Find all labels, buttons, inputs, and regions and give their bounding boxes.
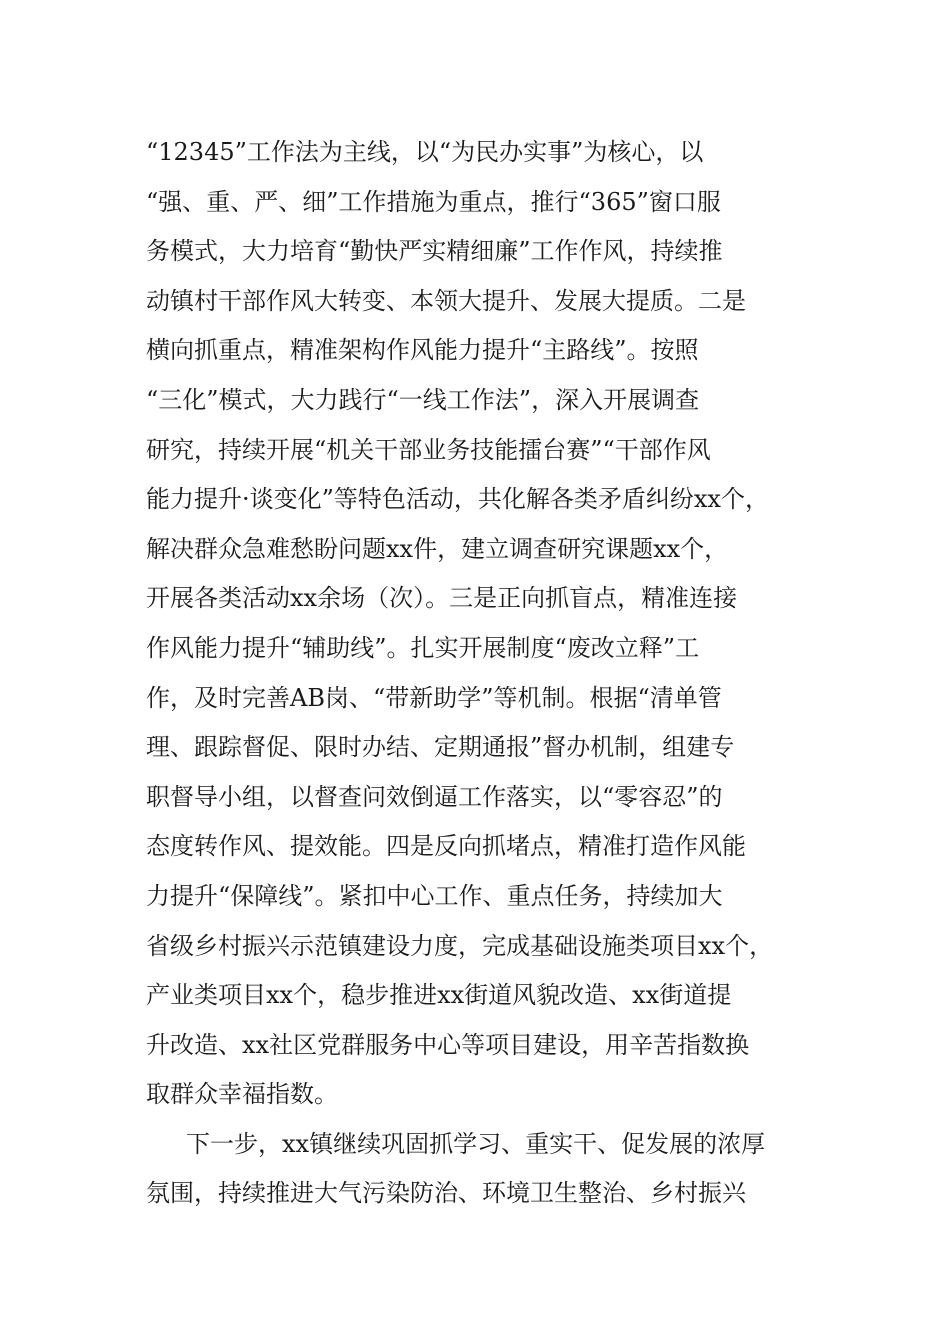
text-line: 横向抓重点，精准架构作风能力提升“主路线”。按照 <box>146 336 699 365</box>
text-line: 开展各类活动xx余场（次）。三是正向抓盲点，精准连接 <box>146 584 738 613</box>
text-line: “强、重、严、细”工作措施为重点，推行“365”窗口服 <box>146 187 721 216</box>
text-line: 升改造、xx社区党群服务中心等项目建设，用辛苦指数换 <box>146 1030 750 1059</box>
text-line: “12345”工作法为主线，以“为民办实事”为核心，以 <box>146 138 704 166</box>
text-line: 产业类项目xx个，稳步推进xx街道风貌改造、xx街道提 <box>146 981 732 1010</box>
text-line: 职督导小组，以督查问效倒逼工作落实，以“零容忍”的 <box>146 782 723 811</box>
text-line: 下一步，xx镇继续巩固抓学习、重实干、促发展的浓厚 <box>186 1129 766 1158</box>
text-line: 研究，持续开展“机关干部业务技能擂台赛”“干部作风 <box>146 435 711 464</box>
text-line: 理、跟踪督促、限时办结、定期通报”督办机制，组建专 <box>146 733 735 762</box>
text-line: 动镇村干部作风大转变、本领大提升、发展大提质。二是 <box>146 286 746 315</box>
paragraph <box>146 1120 826 1219</box>
body-text <box>146 128 826 1219</box>
text-line: 省级乡村振兴示范镇建设力度，完成基础设施类项目xx个， <box>146 931 774 960</box>
text-line: 务模式，大力培育“勤快严实精细廉”工作作风，持续推 <box>146 237 723 266</box>
text-line: 态度转作风、提效能。四是反向抓堵点，精准打造作风能 <box>146 832 746 861</box>
text-line: 作风能力提升“辅助线”。扎实开展制度“废改立释”工 <box>146 633 700 662</box>
text-line: 解决群众急难愁盼问题xx件，建立调查研究课题xx个， <box>146 534 729 563</box>
text-line: 氛围，持续推进大气污染防治、环境卫生整治、乡村振兴 <box>146 1179 746 1208</box>
text-line: 力提升“保障线”。紧扣中心工作、重点任务，持续加大 <box>146 881 723 910</box>
text-line: 能力提升·谈变化”等特色活动，共化解各类矛盾纠纷xx个， <box>146 485 769 514</box>
text-line: “三化”模式，大力践行“一线工作法”，深入开展调查 <box>146 385 700 414</box>
text-line: 作，及时完善AB岗、“带新助学”等机制。根据“清单管 <box>146 683 722 712</box>
paragraph <box>146 128 826 1120</box>
text-line: 取群众幸福指数。 <box>146 1080 338 1109</box>
